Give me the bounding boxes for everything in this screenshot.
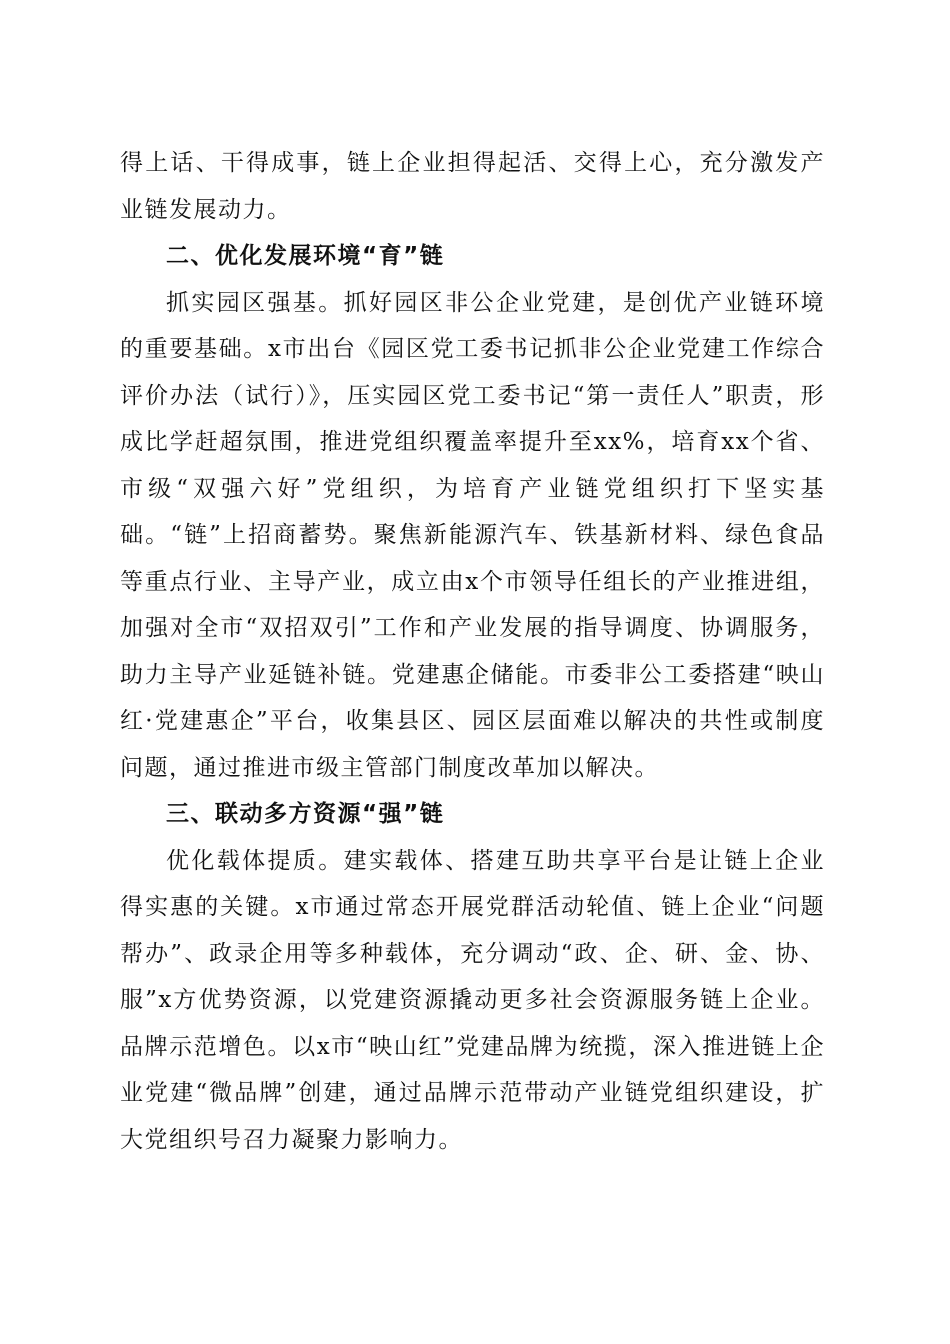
paragraph-section-2: 抓实园区强基。抓好园区非公企业党建，是创优产业链环境的重要基础。x市出台《园区党工委书记抓非公企业党建工作综合评价办法（试行）》，压实园区党工委书记“第一责任人”职责，形成比学赶超氛围，推进党组织覆盖率提升至xx%，培育xx个省、市级“双强六好”党组织，为培育产业链党组织打下坚实基础。“链”上招商蓄势。聚焦新能源汽车、铁基新材料、绿色食品等重点行业、主导产业，成立由x个市领导任组长的产业推进组，加强对全市“双招双引”工作和产业发展的指导调度、协调服务，助力主导产业延链补链。党建惠企储能。市委非公工委搭建“映山红·党建惠企”平台，收集县区、园区层面难以解决的共性或制度问题，通过推进市级主管部门制度改革加以解决。 [120,289,825,781]
paragraph-continuation: 得上话、干得成事，链上企业担得起活、交得上心，充分激发产业链发展动力。 [120,150,825,223]
section-heading-3: 三、联动多方资源“强”链 [166,801,445,827]
section-heading-2: 二、优化发展环境“育”链 [166,243,445,269]
paragraph-section-3: 优化载体提质。建实载体、搭建互助共享平台是让链上企业得实惠的关键。x市通过常态开展党群活动轮值、链上企业“问题帮办”、政录企用等多种载体，充分调动“政、企、研、金、协、服”x方优势资源，以党建资源撬动更多社会资源服务链上企业。品牌示范增色。以x市“映山红”党建品牌为统揽，深入推进链上企业党建“微品牌”创建，通过品牌示范带动产业链党组织建设，扩大党组织号召力凝聚力影响力。 [120,847,825,1153]
document-body [120,140,825,1163]
